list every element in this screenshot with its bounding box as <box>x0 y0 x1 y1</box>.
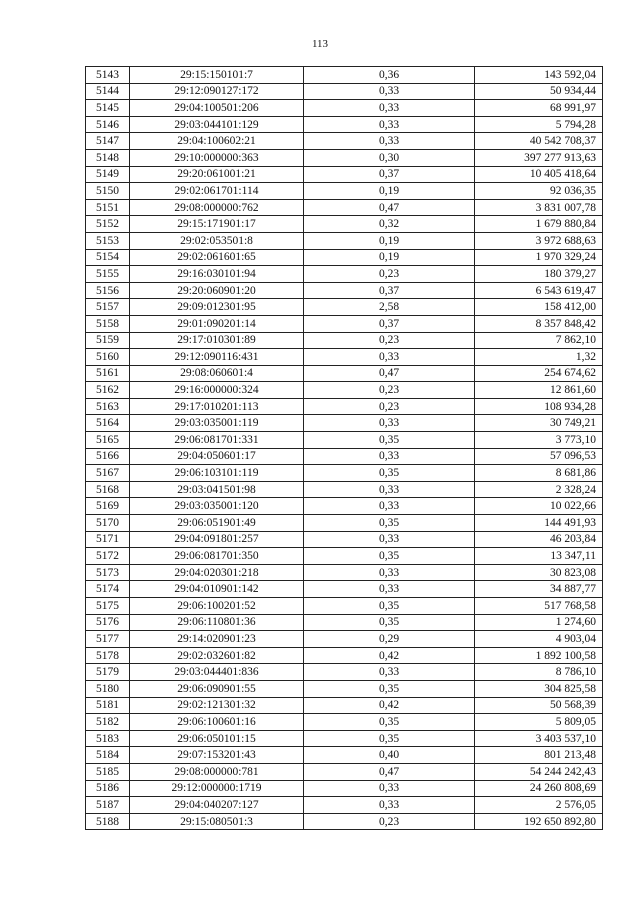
value-cell: 1,32 <box>475 349 603 366</box>
table-row <box>86 349 603 366</box>
row-number-cell: 5144 <box>86 83 130 100</box>
value-cell: 5 794,28 <box>475 116 603 133</box>
value-cell: 8 357 848,42 <box>475 315 603 332</box>
value-cell: 4 903,04 <box>475 631 603 648</box>
coefficient-cell: 0,35 <box>304 465 475 482</box>
cadastral-number-cell: 29:15:080501:3 <box>130 813 304 830</box>
table-row <box>86 100 603 117</box>
coefficient-cell: 0,33 <box>304 797 475 814</box>
value-cell: 5 809,05 <box>475 714 603 731</box>
row-number-cell: 5181 <box>86 697 130 714</box>
cadastral-number-cell: 29:02:053501:8 <box>130 232 304 249</box>
row-number-cell: 5154 <box>86 249 130 266</box>
row-number-cell: 5148 <box>86 149 130 166</box>
table-row <box>86 432 603 449</box>
coefficient-cell: 0,23 <box>304 382 475 399</box>
table-row <box>86 747 603 764</box>
row-number-cell: 5158 <box>86 315 130 332</box>
value-cell: 30 823,08 <box>475 564 603 581</box>
table-row <box>86 481 603 498</box>
coefficient-cell: 0,23 <box>304 398 475 415</box>
coefficient-cell: 0,23 <box>304 332 475 349</box>
cadastral-number-cell: 29:04:100501:206 <box>130 100 304 117</box>
coefficient-cell: 0,33 <box>304 664 475 681</box>
coefficient-cell: 0,33 <box>304 415 475 432</box>
row-number-cell: 5172 <box>86 548 130 565</box>
value-cell: 92 036,35 <box>475 183 603 200</box>
row-number-cell: 5188 <box>86 813 130 830</box>
value-cell: 2 328,24 <box>475 481 603 498</box>
value-cell: 254 674,62 <box>475 365 603 382</box>
table-row <box>86 697 603 714</box>
value-cell: 1 970 329,24 <box>475 249 603 266</box>
cadastral-number-cell: 29:06:100601:16 <box>130 714 304 731</box>
table-row <box>86 515 603 532</box>
cadastral-number-cell: 29:03:035001:120 <box>130 498 304 515</box>
cadastral-number-cell: 29:07:153201:43 <box>130 747 304 764</box>
table-row <box>86 299 603 316</box>
table-row <box>86 598 603 615</box>
coefficient-cell: 0,36 <box>304 67 475 84</box>
coefficient-cell: 0,35 <box>304 515 475 532</box>
cadastral-number-cell: 29:06:090901:55 <box>130 680 304 697</box>
table-row <box>86 67 603 84</box>
value-cell: 40 542 708,37 <box>475 133 603 150</box>
table-row <box>86 282 603 299</box>
table-row <box>86 249 603 266</box>
value-cell: 7 862,10 <box>475 332 603 349</box>
row-number-cell: 5171 <box>86 531 130 548</box>
cadastral-number-cell: 29:12:000000:1719 <box>130 780 304 797</box>
table-row <box>86 266 603 283</box>
table-row <box>86 465 603 482</box>
cadastral-number-cell: 29:03:044101:129 <box>130 116 304 133</box>
cadastral-number-cell: 29:14:020901:23 <box>130 631 304 648</box>
row-number-cell: 5169 <box>86 498 130 515</box>
value-cell: 12 861,60 <box>475 382 603 399</box>
cadastral-number-cell: 29:04:040207:127 <box>130 797 304 814</box>
row-number-cell: 5185 <box>86 763 130 780</box>
value-cell: 68 991,97 <box>475 100 603 117</box>
coefficient-cell: 0,42 <box>304 697 475 714</box>
row-number-cell: 5149 <box>86 166 130 183</box>
coefficient-cell: 0,19 <box>304 183 475 200</box>
row-number-cell: 5159 <box>86 332 130 349</box>
coefficient-cell: 0,33 <box>304 531 475 548</box>
value-cell: 50 934,44 <box>475 83 603 100</box>
row-number-cell: 5165 <box>86 432 130 449</box>
cadastral-value-table <box>85 66 603 830</box>
coefficient-cell: 0,19 <box>304 232 475 249</box>
value-cell: 6 543 619,47 <box>475 282 603 299</box>
table-row <box>86 448 603 465</box>
row-number-cell: 5184 <box>86 747 130 764</box>
cadastral-number-cell: 29:03:041501:98 <box>130 481 304 498</box>
cadastral-number-cell: 29:02:121301:32 <box>130 697 304 714</box>
cadastral-number-cell: 29:08:000000:762 <box>130 199 304 216</box>
row-number-cell: 5160 <box>86 349 130 366</box>
value-cell: 50 568,39 <box>475 697 603 714</box>
coefficient-cell: 0,33 <box>304 83 475 100</box>
table-row <box>86 548 603 565</box>
row-number-cell: 5174 <box>86 581 130 598</box>
table-row <box>86 232 603 249</box>
row-number-cell: 5145 <box>86 100 130 117</box>
coefficient-cell: 0,33 <box>304 133 475 150</box>
coefficient-cell: 0,33 <box>304 581 475 598</box>
row-number-cell: 5178 <box>86 647 130 664</box>
coefficient-cell: 0,33 <box>304 564 475 581</box>
coefficient-cell: 0,33 <box>304 448 475 465</box>
value-cell: 57 096,53 <box>475 448 603 465</box>
value-cell: 3 831 007,78 <box>475 199 603 216</box>
cadastral-number-cell: 29:02:061601:65 <box>130 249 304 266</box>
coefficient-cell: 0,23 <box>304 266 475 283</box>
table-row <box>86 797 603 814</box>
coefficient-cell: 0,37 <box>304 166 475 183</box>
cadastral-number-cell: 29:10:000000:363 <box>130 149 304 166</box>
table-row <box>86 498 603 515</box>
row-number-cell: 5187 <box>86 797 130 814</box>
cadastral-number-cell: 29:06:081701:331 <box>130 432 304 449</box>
row-number-cell: 5153 <box>86 232 130 249</box>
cadastral-number-cell: 29:08:060601:4 <box>130 365 304 382</box>
row-number-cell: 5180 <box>86 680 130 697</box>
cadastral-number-cell: 29:06:051901:49 <box>130 515 304 532</box>
cadastral-number-cell: 29:04:091801:257 <box>130 531 304 548</box>
coefficient-cell: 0,33 <box>304 780 475 797</box>
coefficient-cell: 0,35 <box>304 680 475 697</box>
table-row <box>86 83 603 100</box>
coefficient-cell: 0,32 <box>304 216 475 233</box>
row-number-cell: 5164 <box>86 415 130 432</box>
coefficient-cell: 2,58 <box>304 299 475 316</box>
cadastral-number-cell: 29:06:050101:15 <box>130 730 304 747</box>
row-number-cell: 5162 <box>86 382 130 399</box>
cadastral-number-cell: 29:17:010301:89 <box>130 332 304 349</box>
coefficient-cell: 0,19 <box>304 249 475 266</box>
value-cell: 801 213,48 <box>475 747 603 764</box>
cadastral-number-cell: 29:03:035001:119 <box>130 415 304 432</box>
coefficient-cell: 0,33 <box>304 100 475 117</box>
table-row <box>86 149 603 166</box>
cadastral-number-cell: 29:16:030101:94 <box>130 266 304 283</box>
row-number-cell: 5170 <box>86 515 130 532</box>
cadastral-number-cell: 29:04:010901:142 <box>130 581 304 598</box>
value-cell: 8 786,10 <box>475 664 603 681</box>
coefficient-cell: 0,29 <box>304 631 475 648</box>
coefficient-cell: 0,33 <box>304 498 475 515</box>
cadastral-number-cell: 29:16:000000:324 <box>130 382 304 399</box>
table-row <box>86 631 603 648</box>
row-number-cell: 5186 <box>86 780 130 797</box>
value-cell: 108 934,28 <box>475 398 603 415</box>
value-cell: 1 274,60 <box>475 614 603 631</box>
value-cell: 304 825,58 <box>475 680 603 697</box>
table-row <box>86 581 603 598</box>
row-number-cell: 5176 <box>86 614 130 631</box>
table-row <box>86 332 603 349</box>
cadastral-number-cell: 29:20:061001:21 <box>130 166 304 183</box>
table-row <box>86 382 603 399</box>
cadastral-number-cell: 29:04:050601:17 <box>130 448 304 465</box>
row-number-cell: 5179 <box>86 664 130 681</box>
value-cell: 3 773,10 <box>475 432 603 449</box>
coefficient-cell: 0,35 <box>304 714 475 731</box>
cadastral-number-cell: 29:20:060901:20 <box>130 282 304 299</box>
table-row <box>86 531 603 548</box>
value-cell: 3 972 688,63 <box>475 232 603 249</box>
value-cell: 13 347,11 <box>475 548 603 565</box>
cadastral-number-cell: 29:06:081701:350 <box>130 548 304 565</box>
value-cell: 24 260 808,69 <box>475 780 603 797</box>
cadastral-number-cell: 29:04:020301:218 <box>130 564 304 581</box>
coefficient-cell: 0,35 <box>304 730 475 747</box>
value-cell: 46 203,84 <box>475 531 603 548</box>
value-cell: 192 650 892,80 <box>475 813 603 830</box>
page-number: 113 <box>311 38 329 50</box>
row-number-cell: 5163 <box>86 398 130 415</box>
value-cell: 2 576,05 <box>475 797 603 814</box>
cadastral-number-cell: 29:06:103101:119 <box>130 465 304 482</box>
table-row <box>86 714 603 731</box>
cadastral-number-cell: 29:12:090116:431 <box>130 349 304 366</box>
row-number-cell: 5175 <box>86 598 130 615</box>
coefficient-cell: 0,35 <box>304 614 475 631</box>
value-cell: 8 681,86 <box>475 465 603 482</box>
row-number-cell: 5143 <box>86 67 130 84</box>
row-number-cell: 5166 <box>86 448 130 465</box>
row-number-cell: 5146 <box>86 116 130 133</box>
row-number-cell: 5182 <box>86 714 130 731</box>
row-number-cell: 5183 <box>86 730 130 747</box>
cadastral-number-cell: 29:08:000000:781 <box>130 763 304 780</box>
table-row <box>86 664 603 681</box>
cadastral-number-cell: 29:03:044401:836 <box>130 664 304 681</box>
cadastral-number-cell: 29:06:100201:52 <box>130 598 304 615</box>
coefficient-cell: 0,47 <box>304 763 475 780</box>
value-cell: 158 412,00 <box>475 299 603 316</box>
value-cell: 180 379,27 <box>475 266 603 283</box>
cadastral-number-cell: 29:12:090127:172 <box>130 83 304 100</box>
row-number-cell: 5155 <box>86 266 130 283</box>
table-row <box>86 415 603 432</box>
row-number-cell: 5156 <box>86 282 130 299</box>
value-cell: 397 277 913,63 <box>475 149 603 166</box>
cadastral-number-cell: 29:17:010201:113 <box>130 398 304 415</box>
value-cell: 54 244 242,43 <box>475 763 603 780</box>
coefficient-cell: 0,42 <box>304 647 475 664</box>
row-number-cell: 5173 <box>86 564 130 581</box>
value-cell: 517 768,58 <box>475 598 603 615</box>
row-number-cell: 5167 <box>86 465 130 482</box>
row-number-cell: 5147 <box>86 133 130 150</box>
table-row <box>86 564 603 581</box>
coefficient-cell: 0,33 <box>304 116 475 133</box>
cadastral-number-cell: 29:01:090201:14 <box>130 315 304 332</box>
cadastral-number-cell: 29:09:012301:95 <box>130 299 304 316</box>
coefficient-cell: 0,23 <box>304 813 475 830</box>
value-cell: 1 892 100,58 <box>475 647 603 664</box>
value-cell: 30 749,21 <box>475 415 603 432</box>
value-cell: 10 405 418,64 <box>475 166 603 183</box>
cadastral-number-cell: 29:06:110801:36 <box>130 614 304 631</box>
coefficient-cell: 0,35 <box>304 432 475 449</box>
table-row <box>86 216 603 233</box>
table-row <box>86 813 603 830</box>
row-number-cell: 5151 <box>86 199 130 216</box>
table-row <box>86 116 603 133</box>
table-body <box>86 67 603 830</box>
value-cell: 143 592,04 <box>475 67 603 84</box>
coefficient-cell: 0,33 <box>304 481 475 498</box>
table-row <box>86 780 603 797</box>
cadastral-number-cell: 29:15:171901:17 <box>130 216 304 233</box>
table-row <box>86 647 603 664</box>
coefficient-cell: 0,35 <box>304 598 475 615</box>
value-cell: 144 491,93 <box>475 515 603 532</box>
value-cell: 1 679 880,84 <box>475 216 603 233</box>
table-row <box>86 398 603 415</box>
table-row <box>86 166 603 183</box>
coefficient-cell: 0,30 <box>304 149 475 166</box>
table-row <box>86 199 603 216</box>
table-row <box>86 763 603 780</box>
table-row <box>86 183 603 200</box>
row-number-cell: 5161 <box>86 365 130 382</box>
cadastral-number-cell: 29:02:061701:114 <box>130 183 304 200</box>
coefficient-cell: 0,35 <box>304 548 475 565</box>
table-row <box>86 365 603 382</box>
table-row <box>86 614 603 631</box>
cadastral-number-cell: 29:15:150101:7 <box>130 67 304 84</box>
coefficient-cell: 0,47 <box>304 365 475 382</box>
coefficient-cell: 0,37 <box>304 282 475 299</box>
row-number-cell: 5157 <box>86 299 130 316</box>
value-cell: 10 022,66 <box>475 498 603 515</box>
table-row <box>86 680 603 697</box>
value-cell: 3 403 537,10 <box>475 730 603 747</box>
coefficient-cell: 0,40 <box>304 747 475 764</box>
row-number-cell: 5168 <box>86 481 130 498</box>
value-cell: 34 887,77 <box>475 581 603 598</box>
cadastral-number-cell: 29:02:032601:82 <box>130 647 304 664</box>
cadastral-number-cell: 29:04:100602:21 <box>130 133 304 150</box>
table-row <box>86 315 603 332</box>
row-number-cell: 5152 <box>86 216 130 233</box>
table-row <box>86 133 603 150</box>
coefficient-cell: 0,33 <box>304 349 475 366</box>
table-row <box>86 730 603 747</box>
row-number-cell: 5150 <box>86 183 130 200</box>
row-number-cell: 5177 <box>86 631 130 648</box>
coefficient-cell: 0,47 <box>304 199 475 216</box>
coefficient-cell: 0,37 <box>304 315 475 332</box>
